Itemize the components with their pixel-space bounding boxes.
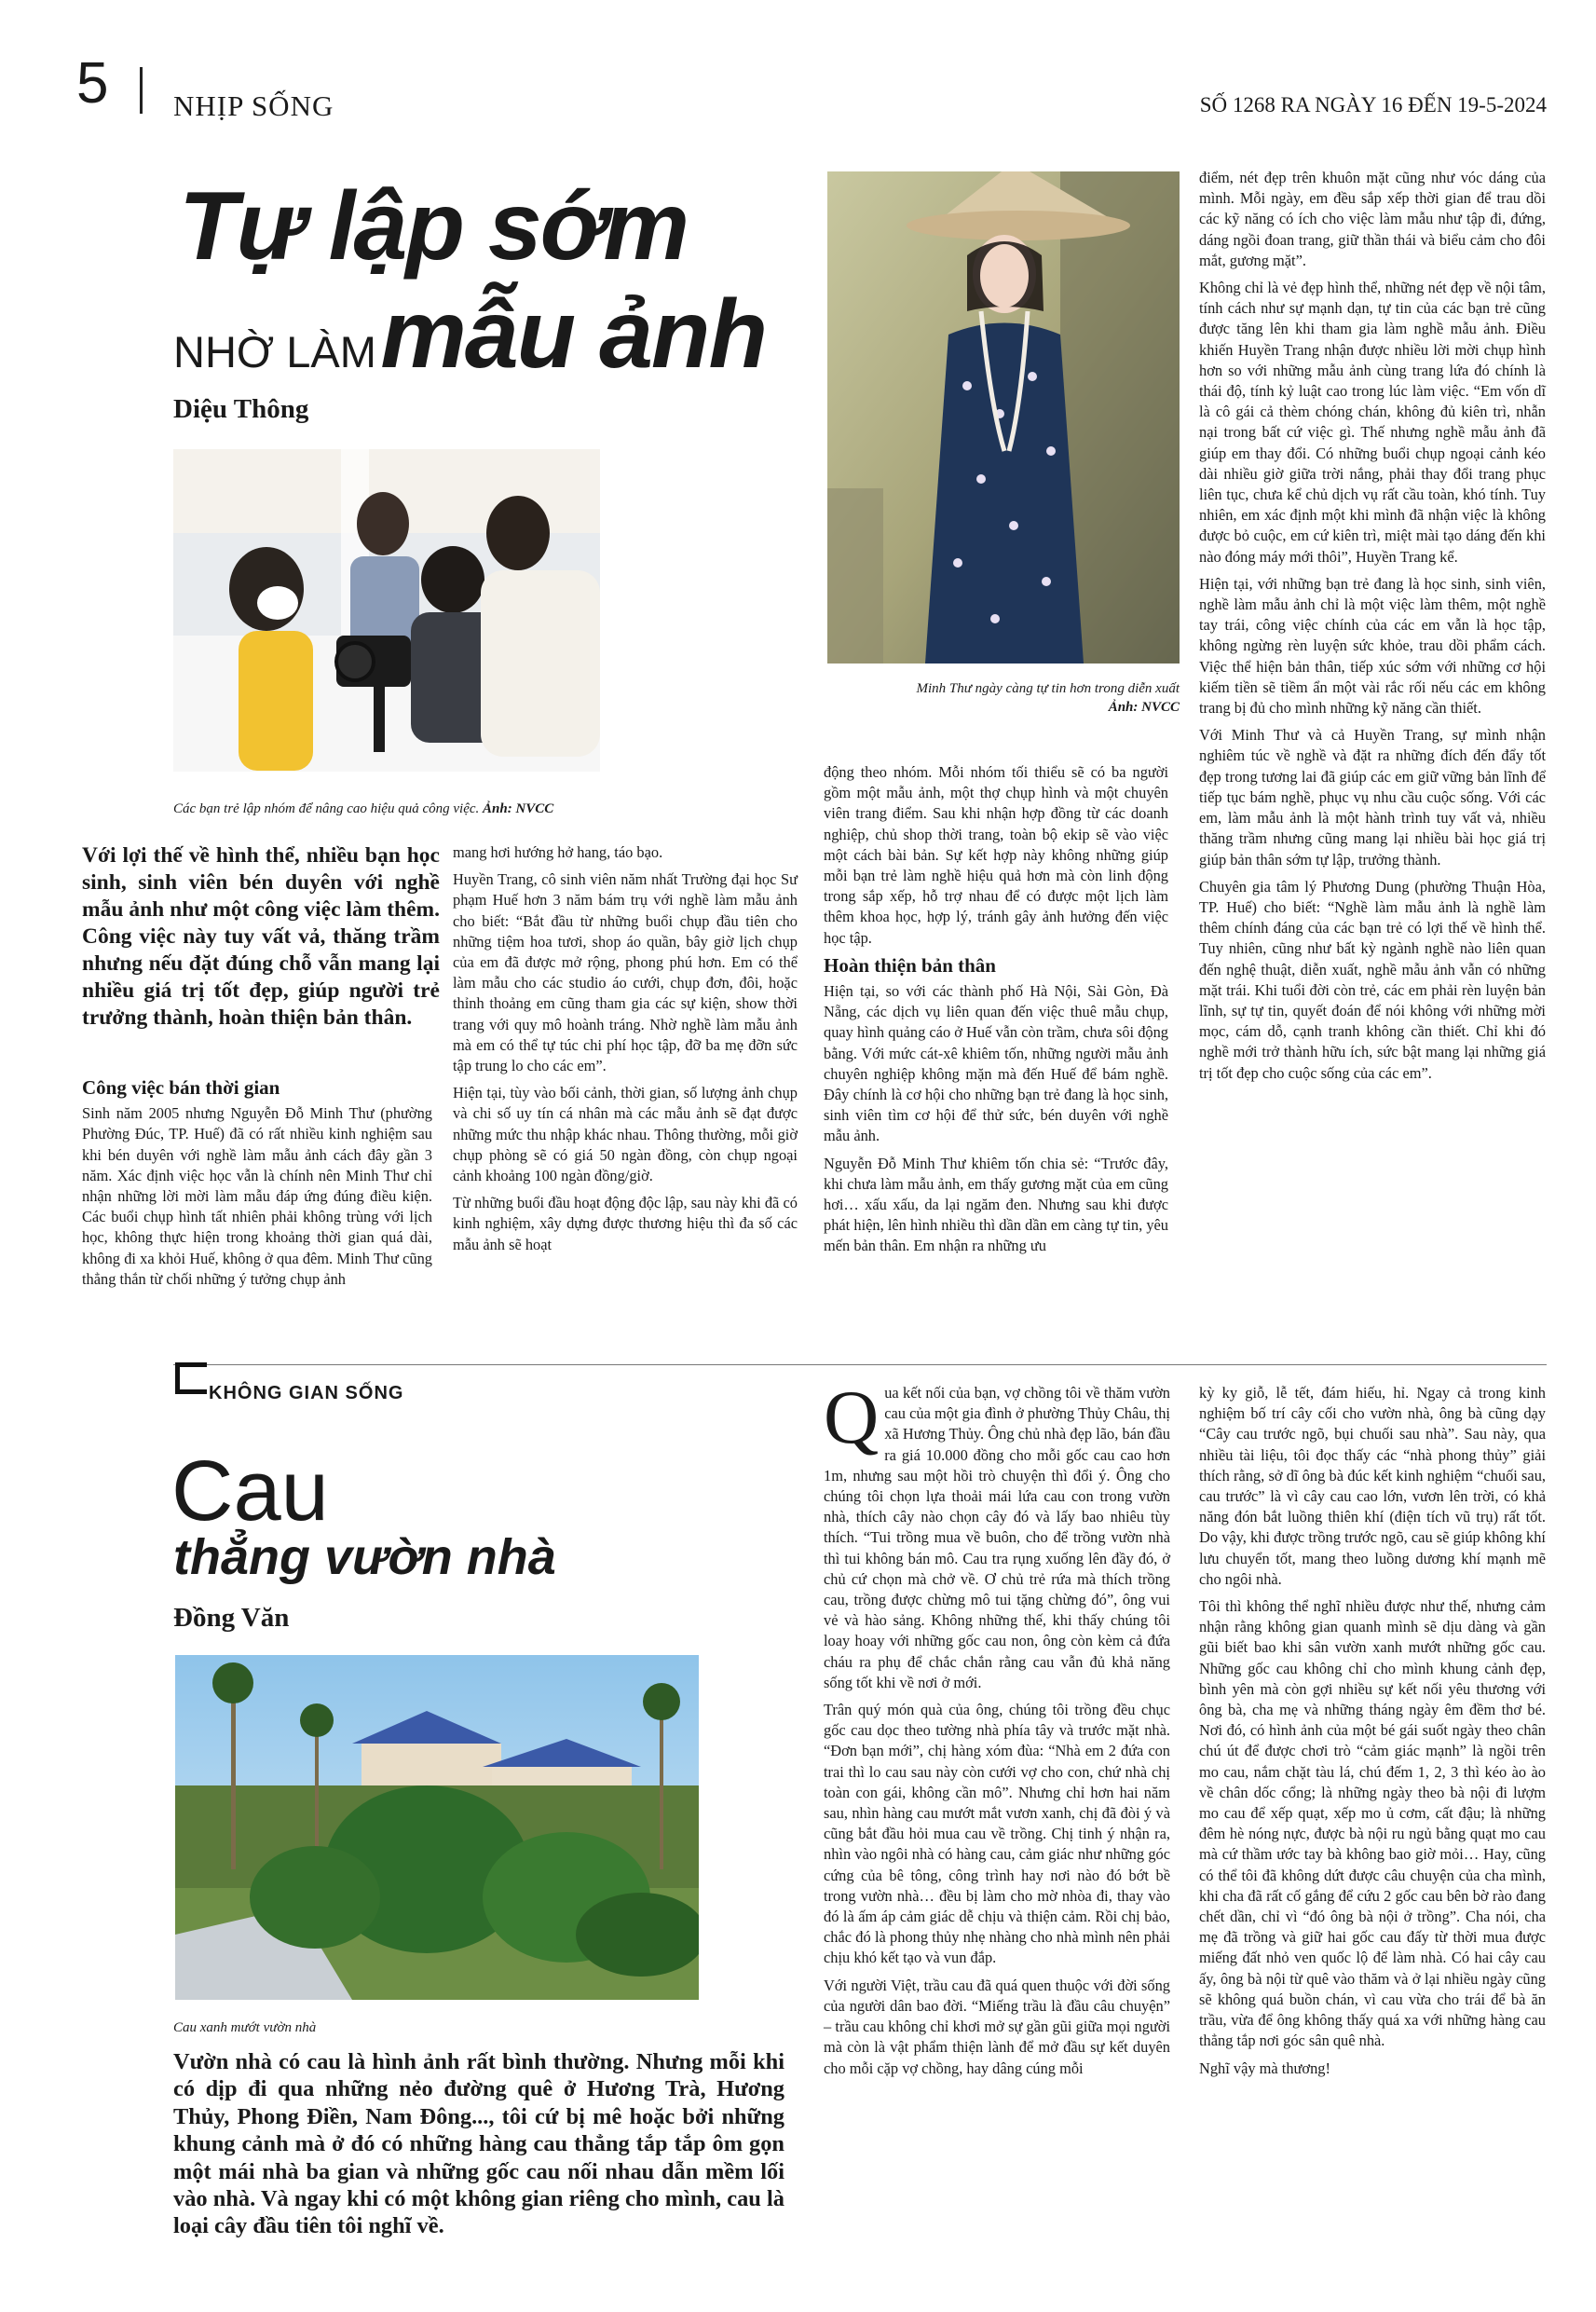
article2-byline: Đồng Văn	[173, 1603, 290, 1633]
article-title-sub	[173, 280, 766, 390]
paragraph: Không chỉ là vẻ đẹp hình thể, những nét đẹp về nội tâm, tính cách như sự mạnh dạn, tự tin của các bạn trẻ cũng được tăng lên khi tham gia làm nghề mẫu ảnh. Điều khiến Huyền Trang nhận được nhiều lời mời chụp hình hơn so với những mẫu ảnh cùng trang lứa đó chính là thái độ, tính kỷ luật cao trong lúc làm việc. “Em vốn dĩ là cô gái cả thèm chóng chán, không đủ kiên trì, nhẫn nại trong bất cứ việc gì. Thế nhưng nghề mẫu ảnh đã giúp em thay đổi. Có những buổi chụp ngoại cảnh kéo dài nhiều giờ giữa trời nắng, phải thay đổi trang phục liên tục, chưa kể chủ dịch vụ rất cầu toàn, khó tính. Tuy nhiên, em xác định một khi mình đã nhận việc là không được bỏ cuộc, em cứ kiên trì, miệt mài tạo dáng đến khi nào đóng máy mới thôi”, Huyền Trang kể.	[1199, 279, 1546, 566]
caption-text: Minh Thư ngày càng tự tin hơn trong diễn xuất	[916, 681, 1180, 696]
header-divider	[140, 67, 143, 114]
photo-team-image	[173, 449, 600, 772]
photo-areca-garden	[175, 1655, 699, 2000]
paragraph: kỳ ky giỗ, lễ tết, đám hiếu, hỉ. Ngay cả trong kinh nghiệm bố trí cây cối cho vườn nhà, ông bà cũng dạy “Cây cau trước ngõ, bụi chuối sau nhà”. Sau này, qua nhiều tài liệu, tôi đọc thấy các “nhà phong thủy” giải thích rằng, sở dĩ ông bà đúc kết kinh nghiệm “chuối sau, cau trước” là vì cây cau cao lớn, vươn lên trời, có khả năng đón bắt luồng thiên khí (điện tích vũ trụ) rất tốt. Do vậy, khi được trồng trước ngõ, cau sẽ giúp không khí lưu chuyển tốt, mang theo luồng dương khí mạnh mẽ cho ngôi nhà.	[1199, 1384, 1546, 1588]
paragraph: Nghĩ vậy mà thương!	[1199, 2059, 1330, 2077]
photo-team-caption	[173, 800, 676, 818]
photo-team	[173, 449, 600, 772]
article1-column-1	[82, 1074, 432, 1296]
paragraph: mang hơi hướng hở hang, táo bạo.	[453, 843, 663, 861]
section-label: KHÔNG GIAN SỐNG	[209, 1383, 404, 1403]
paragraph: Hiện tại, so với các thành phố Hà Nội, Sài Gòn, Đà Nẵng, các dịch vụ liên quan đến việc thuê mẫu chụp, quay hình quảng cáo ở Huế vẫn còn trầm, chưa sôi động bằng. Với mức cát-xê khiêm tốn, những người mẫu ảnh chuyên nghiệp không mặn mà đến Huế để bám nghề. Đây chính là cơ hội cho những bạn trẻ đang là học sinh, sinh viên tìm cơ hội để thử sức, bén duyên với nghề mẫu ảnh.	[824, 982, 1168, 1145]
paragraph	[824, 1375, 1170, 1693]
title-big: mẫu ảnh	[380, 280, 766, 389]
subhead-self-improvement: Hoàn thiện bản thân	[824, 953, 996, 977]
article2-column-2	[1199, 1383, 1546, 2086]
title-small: NHỜ LÀM	[173, 327, 376, 376]
photo-model	[827, 171, 1180, 664]
article2-title-main: Cau	[171, 1443, 329, 1539]
article1-column-4	[1199, 168, 1546, 1090]
article-separator	[173, 1364, 1547, 1365]
page-number: 5	[76, 51, 109, 116]
article-lede: Với lợi thế về hình thể, nhiều bạn học sinh, sinh viên bén duyên với nghề mẫu ảnh như một công việc làm thêm. Công việc này tuy vất vả, thăng trầm nhưng nếu đặt đúng chỗ vẫn mang lại nhiều giá trị tốt đẹp, giúp người trẻ trưởng thành, hoàn thiện bản thân.	[82, 843, 440, 1030]
caption-credit: Ảnh: NVCC	[483, 801, 554, 816]
section-label-box	[175, 1362, 207, 1394]
photo-model-image	[827, 171, 1180, 664]
paragraph: Hiện tại, tùy vào bối cảnh, thời gian, số lượng ảnh chụp và chi số uy tín cá nhân mà các mẫu ảnh sẽ đạt được những mức thu nhập khác nhau. Thông thường, mỗi giờ chụp phòng sẽ có giá 50 ngàn đồng, còn chụp ngoại cảnh khoảng 100 ngàn đồng/giờ.	[453, 1084, 798, 1185]
paragraph: Sinh năm 2005 nhưng Nguyễn Đỗ Minh Thư (phường Phường Đúc, TP. Huế) đã có rất nhiều kinh nghiệm sau khi bén duyên với nghề làm mẫu ảnh cách đây gần 3 năm. Xác định việc học vẫn là chính nên Minh Thư chỉ nhận những lời mời làm mẫu đáp ứng đúng điều kiện. Các buổi chụp hình tất nhiên phải không trùng với lịch học, không thực hiện trong khoảng thời gian quá dài, không đi xa khỏi Huế, không ở qua đêm. Minh Thư cũng thẳng thắn từ chối những ý tưởng chụp ảnh	[82, 1104, 432, 1288]
article2-title-sub: thẳng vườn nhà	[173, 1529, 556, 1585]
article1-column-2	[453, 842, 798, 1262]
paragraph: Trân quý món quà của ông, chúng tôi trồng đều chục gốc cau dọc theo tường nhà phía tây và trước mặt nhà. “Đơn bạn mới”, chị hàng xóm đùa: “Nhà em 2 đứa con trai thì lo cau sau này còn cưới vợ cho con, chứ nhà chị toàn con gái, không cần mô”. Nhưng chỉ hơn hai năm sau, nhìn hàng cau mướt mắt vươn xanh, chị đã đòi ý và cũng bắt đầu hỏi mua cau về trồng. Chị tinh ý nhận ra, nhìn vào ngôi nhà có hàng cau, cảm giác như những góc cứng của bê tông, công trình hay nơi nào đó bớt bề trong vườn nhà… đều bị làm cho mờ nhòa đi, thay vào đó là ấm áp cảm giác dễ chịu và thiện cảm. Rồi chị bảo, chắc đó là phong thủy nhẹ nhàng cho nhà mình nên phải chịu khó kết tạo và vun đắp.	[824, 1701, 1170, 1967]
paragraph: Tôi thì không thể nghĩ nhiều được như thế, nhưng cảm nhận rằng không gian quanh mình sẽ dịu dàng và gần gũi biết bao khi sân vườn xanh mướt những gốc cau. Những gốc cau không chỉ cho mình khung cảnh đẹp, bình yên mà còn gợi nhiều sự kết nối yêu thương với ông bà, cha mẹ và những tháng ngày êm đềm thơ bé. Nơi đó, có hình ảnh của một bé gái suốt ngày theo chân chú út để được chơi trò “cảm giác mạnh” là ngồi trên mo cau, nắm chặt tàu lá, chú đếm 1, 2, 3 thì kéo ào ào về chân dốc cổng; là những ngày theo bà nội đi lượm mo cau để xếp quạt, xếp mo ủ cơm, cất đậu; là những đêm hè nóng nực, được bà nội ru ngủ bằng quạt mo cau mà cứ thầm ước tay bà không bao giờ mỏi… Hay, cũng có thể tôi đã không dứt được câu chuyện của cha mình, khi cha đã rất cố gắng để cứu 2 gốc cau bên bờ rào đang chết dần, chỉ vì “đó ông bà nội ở trồng”. Cha nói, cha mẹ đã trồng và giữ hai gốc cau đấy từ thời mua được miếng đất nhỏ ven quốc lộ để làm nhà. Có hai cây cau ấy, ông bà nội từ quê vào thăm và ở lại nhiều ngày cũng sẽ không quá buồn chán, vì cau vừa cho trái để bà ăn trầu, vừa để ông không thấy quá xa với những hàng cau thẳng tắp nơi góc sân quê nhà.	[1199, 1597, 1546, 2050]
caption-credit: Ảnh: NVCC	[1108, 700, 1180, 715]
paragraph-body: ua kết nối của bạn, vợ chồng tôi về thăm vườn cau của một gia đình ở phường Thủy Châu, thị xã Hương Thủy. Ông chủ nhà đẹp lão, bán đầu ra giá 10.000 đồng cho mỗi gốc cau cao hơn 1m, nhưng sau một hồi trò chuyện thì đổi ý. Ông cho chúng tôi chọn lựa thoải mái lứa cau con trong vườn nhà, thích cây nào chọn cây đó và lấy bao nhiêu tùy thích. “Tui trồng mua về buôn, cho để trồng vườn nhà thì tui không bán mô. Cau tra rụng xuống lên đầy đó, ở chủ cứ chọn mà chở về. Ơ chủ trẻ rứa mà thích trồng cau, trồng được chừng mô tui tặng chừng đó”, ông vui vẻ và hào sảng. Không những thế, khi thấy chúng tôi loay hoay với những gốc cau non, ông còn kèm cả đứa cháu ra phụ để chắc chắn rằng cau vẫn đủ khả năng sống tốt khi về nơi ở mới.	[824, 1384, 1170, 1691]
section-name: NHỊP SỐNG	[173, 89, 334, 122]
paragraph: Hiện tại, với những bạn trẻ đang là học sinh, sinh viên, nghề làm mẫu ảnh chỉ là một việc làm thêm, một nghề tay trái, công việc chính của các em vẫn là học tập, không ngừng rèn luyện sức khỏe, trau dồi phẩm cách. Việc thể hiện bản thân, tiếp xúc sớm với những cơ hội kiếm tiền sẽ tiềm ẩn một vài rắc rối nếu các em không trang bị đủ cho mình những kỹ năng cần thiết.	[1199, 574, 1546, 718]
issue-info: SỐ 1268 RA NGÀY 16 ĐẾN 19-5-2024	[1199, 93, 1547, 116]
article2-column-1	[824, 1375, 1170, 2086]
paragraph: Huyền Trang, cô sinh viên năm nhất Trường đại học Sư phạm Huế hơn 3 năm bám trụ với nghề làm mẫu ảnh cho biết: “Bắt đầu từ những buổi chụp đầu tiên cho những tiệm hoa tươi, shop áo quần, bây giờ lịch chụp của em đã được mở rộng, phong phú hơn. Em có thể làm mẫu cho các studio áo cưới, chụp đơn, đôi, hoặc thỉnh thoảng em cũng tham gia các sự kiện, show thời trang với quy mô hoành tráng. Nhờ nghề làm mẫu ảnh mà em có thể tự túc chi phí học tập, đỡ ba mẹ đỡn sức tập trung lo cho các em”.	[453, 870, 798, 1075]
article-title-main: Tự lập sớm	[179, 172, 688, 280]
paragraph: điểm, nét đẹp trên khuôn mặt cũng như vóc dáng của mình. Mỗi ngày, em đều sắp xếp thời gian để trau dồi các kỹ năng có ích cho việc làm mẫu như tập đi, đứng, dáng ngồi đoan trang, giữ thần thái và biểu cảm cho đôi mắt, gương mặt”.	[1199, 169, 1546, 269]
paragraph: Từ những buổi đầu hoạt động độc lập, sau này khi đã có kinh nghiệm, xây dựng được thương hiệu thì đa số các mẫu ảnh sẽ hoạt	[453, 1194, 798, 1253]
subhead-part-time: Công việc bán thời gian	[82, 1076, 280, 1099]
paragraph: Với Minh Thư và cả Huyền Trang, sự mình nhận nghiêm túc về nghề và đặt ra những đích đến đẩy tốt đẹp trong tương lai đã giúp các em giữ vững bản lĩnh để tiếp tục bám nghề, phục vụ nhu cầu cuộc sống. Với các em, làm mẫu ảnh là một hành trình tuy vất vả, nhiều thăng trầm nhưng cũng mang lại nhiều bài học giá trị giúp bản thân sớm tự lập, trưởng thành.	[1199, 726, 1546, 869]
photo-areca-image	[175, 1655, 699, 2000]
paragraph: Nguyễn Đỗ Minh Thư khiêm tốn chia sẻ: “Trước đây, khi chưa làm mẫu ảnh, em thấy gương mặt của em cũng hơi… xấu xấu, da lại ngăm đen. Nhưng sau khi được phát hiện, lên hình nhiều thì dần dần em càng tự tin, yêu mến bản thân. Em nhận ra những ưu	[824, 1154, 1168, 1255]
byline: Diệu Thông	[173, 394, 309, 424]
drop-cap: Q	[824, 1375, 880, 1459]
photo-areca-caption: Cau xanh mướt vườn nhà	[173, 2020, 317, 2035]
article2-lede: Vườn nhà có cau là hình ảnh rất bình thường. Nhưng mỗi khi có dịp đi qua những nẻo đường quê ở Hương Trà, Hương Thủy, Phong Điền, Nam Đông..., tôi cứ bị mê hoặc bởi những khung cảnh mà ở đó có những hàng cau thẳng tắp tắp ôm gọn một mái nhà ba gian và những gốc cau nối nhau dẫn mềm lối vào nhà. Và ngay khi có một không gian riêng cho mình, cau là loại cây đầu tiên tôi nghĩ về.	[173, 2049, 784, 2239]
paragraph: động theo nhóm. Mỗi nhóm tối thiểu sẽ có ba người gồm một mẫu ảnh, một thợ chụp hình và một chuyên viên trang điểm. Sau khi nhận hợp đồng từ các doanh nghiệp, chủ shop thời trang, toàn bộ ekip sẽ vào việc một cách bài bản. Sự kết hợp này không những giúp mỗi bạn trẻ làm nghề hiệu quả hơn mà còn linh động trong sắp xếp, hỗ trợ nhau để có được một lịch làm thêm khoa học, hợp lý, tránh gây ảnh hưởng đến việc học tập.	[824, 763, 1168, 947]
photo-model-caption	[820, 679, 1180, 717]
paragraph: Với người Việt, trầu cau đã quá quen thuộc với đời sống của người dân bao đời. “Miếng trầu là đầu câu chuyện” – trầu cau không chỉ khơi mở sự gần gũi giữa mọi người mà còn là vật phẩm thiện lành để mở đầu sự kết duyên cho mỗi cặp vợ chồng, hay dâng cúng mỗi	[824, 1976, 1170, 2077]
article1-column-3	[824, 762, 1168, 1264]
paragraph: Chuyên gia tâm lý Phương Dung (phường Thuận Hòa, TP. Huế) cho biết: “Nghề làm mẫu ảnh là nghề làm thêm chính đáng của các bạn trẻ có lợi thế về hình thể. Tuy nhiên, cũng như bất kỳ ngành nghề nào liên quan đến nghệ thuật, diễn xuất, nghề mẫu ảnh vẫn có những mặt trái. Khi tuổi đời còn trẻ, các em phải rèn luyện bản lĩnh, sự tự tin, quyết đoán để nói không với những mời mọc, cám dỗ, cạnh tranh không cần thiết. Chỉ khi đó nghề mới trở thành hữu ích, sức bật mang lại những giá trị tốt đẹp cho cuộc sống của các em”.	[1199, 877, 1546, 1082]
caption-text: Các bạn trẻ lập nhóm để nâng cao hiệu quả công việc.	[173, 801, 480, 816]
